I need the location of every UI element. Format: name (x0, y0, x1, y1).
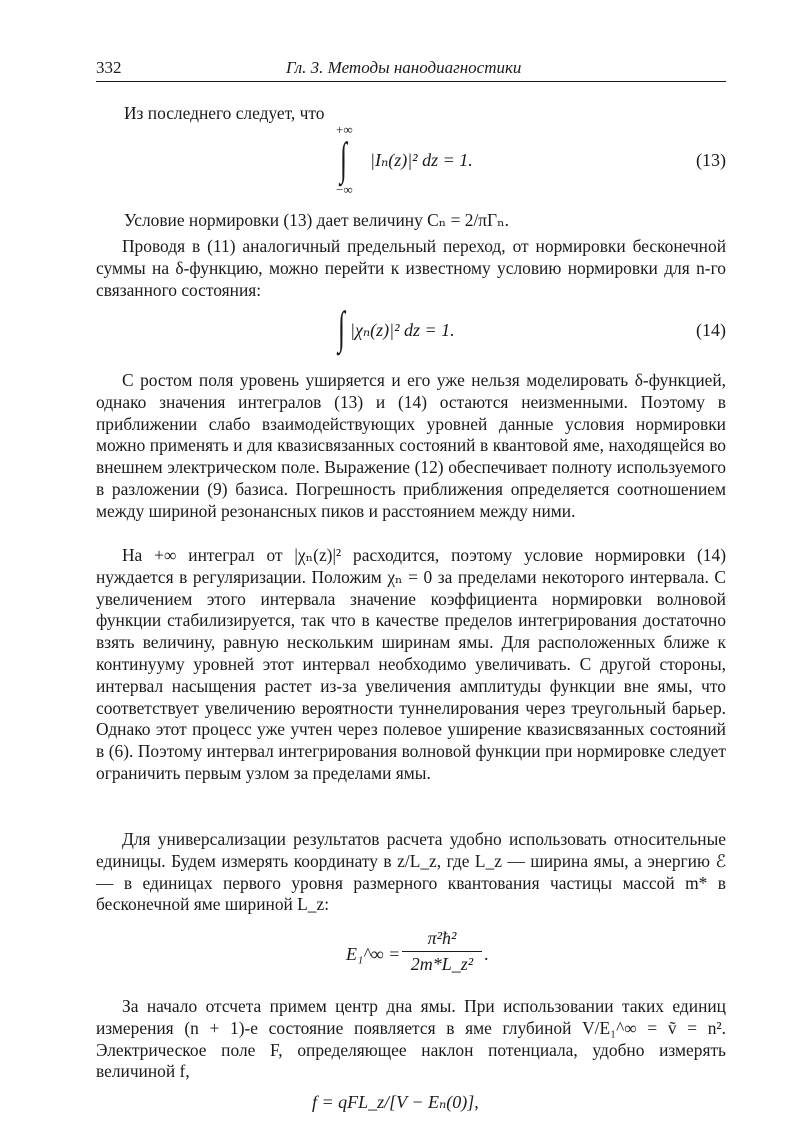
header-rule (96, 81, 726, 82)
paragraph-origin: За начало отсчета примем центр дна ямы. При использовании таких единиц измерения (n + 1)-е состояние появляется в яме глубиной V/E₁^∞ = ṽ = n². Электрическое поле F, определяющее наклон потенциала, удобно измерять величиной f, (96, 996, 726, 1082)
eq13-integral-sign: ∫ (340, 133, 347, 184)
paragraph-infinity: На +∞ интеграл от |χₙ(z)|² расходится, поэтому условие нормировки (14) нуждается в регуляризации. Положим χₙ = 0 за пределами некоторого интервала. С увеличением этого интервала значение коэффициента нормировки волновой функции стабилизируется, так что в качестве пределов интегрирования достаточно взять величину, равную нескольким ширинам ямы. Для расположенных ближе к континууму уровней этот интервал необходимо увеличивать. С другой стороны, интервал насыщения растет из-за увеличения амплитуды функции вне ямы, что соответствует увеличению вероятности туннелирования через треугольный барьер. Однако этот процесс уже учтен через полевое уширение квазисвязанных состояний в (6). Поэтому интервал интегрирования волновой функции при нормировке следует ограничить первым узлом за пределами ямы. (96, 545, 726, 783)
eq-e1-lhs: E₁^∞ = (346, 944, 401, 964)
page-number: 332 (96, 58, 122, 77)
eq-e1-numerator: π²ħ² (427, 928, 457, 948)
paragraph-field-growth: С ростом поля уровень уширяется и его уже нельзя моделировать δ-функцией, однако значения интегралов (13) и (14) остаются неизменными. Поэтому в приближении слабо взаимодействующих уровней данные условия нормировки можно применять и для квазисвязанных состояний в квантовой яме, находящейся во внешнем электрическом поле. Выражение (12) обеспечивает полноту используемого в разложении (9) базиса. Погрешность приближения определяется соотношением между шириной резонансных пиков и расстоянием между ними. (96, 370, 726, 521)
eq13-lower-limit: −∞ (336, 182, 353, 197)
eq14-integral-sign: ∫ (338, 302, 345, 353)
eq13-number: (13) (696, 150, 726, 170)
equation-f: f = qFL_z/[V − Eₙ(0)], (312, 1092, 479, 1112)
intro-line: Из последнего следует, что (124, 103, 325, 123)
eq14-number: (14) (696, 320, 726, 340)
paragraph-normalization: Условие нормировки (13) дает величину Cₙ = 2/πΓₙ. (124, 210, 509, 230)
eq-e1-fraction (402, 928, 482, 975)
paragraph-units: Для универсализации результатов расчета удобно использовать относительные единицы. Будем измерять координату в z/L_z, где L_z — ширина ямы, а энергию ℰ — в единицах первого уровня размерного квантования частицы массой m* в бесконечной яме шириной L_z: (96, 829, 726, 915)
eq13-upper-limit: +∞ (336, 122, 353, 137)
paragraph-transition: Проводя в (11) аналогичный предельный переход, от нормировки бесконечной суммы на δ-функцию, можно перейти к известному условию нормировки для n-го связанного состояния: (96, 236, 726, 300)
eq14-body: |χₙ(z)|² dz = 1. (350, 320, 455, 340)
eq-e1-tail: . (484, 944, 489, 964)
eq-e1-denominator: 2m*L_z² (410, 954, 474, 974)
running-title: Гл. 3. Методы нанодиагностики (286, 58, 522, 77)
eq13-body: |Iₙ(z)|² dz = 1. (370, 150, 473, 170)
